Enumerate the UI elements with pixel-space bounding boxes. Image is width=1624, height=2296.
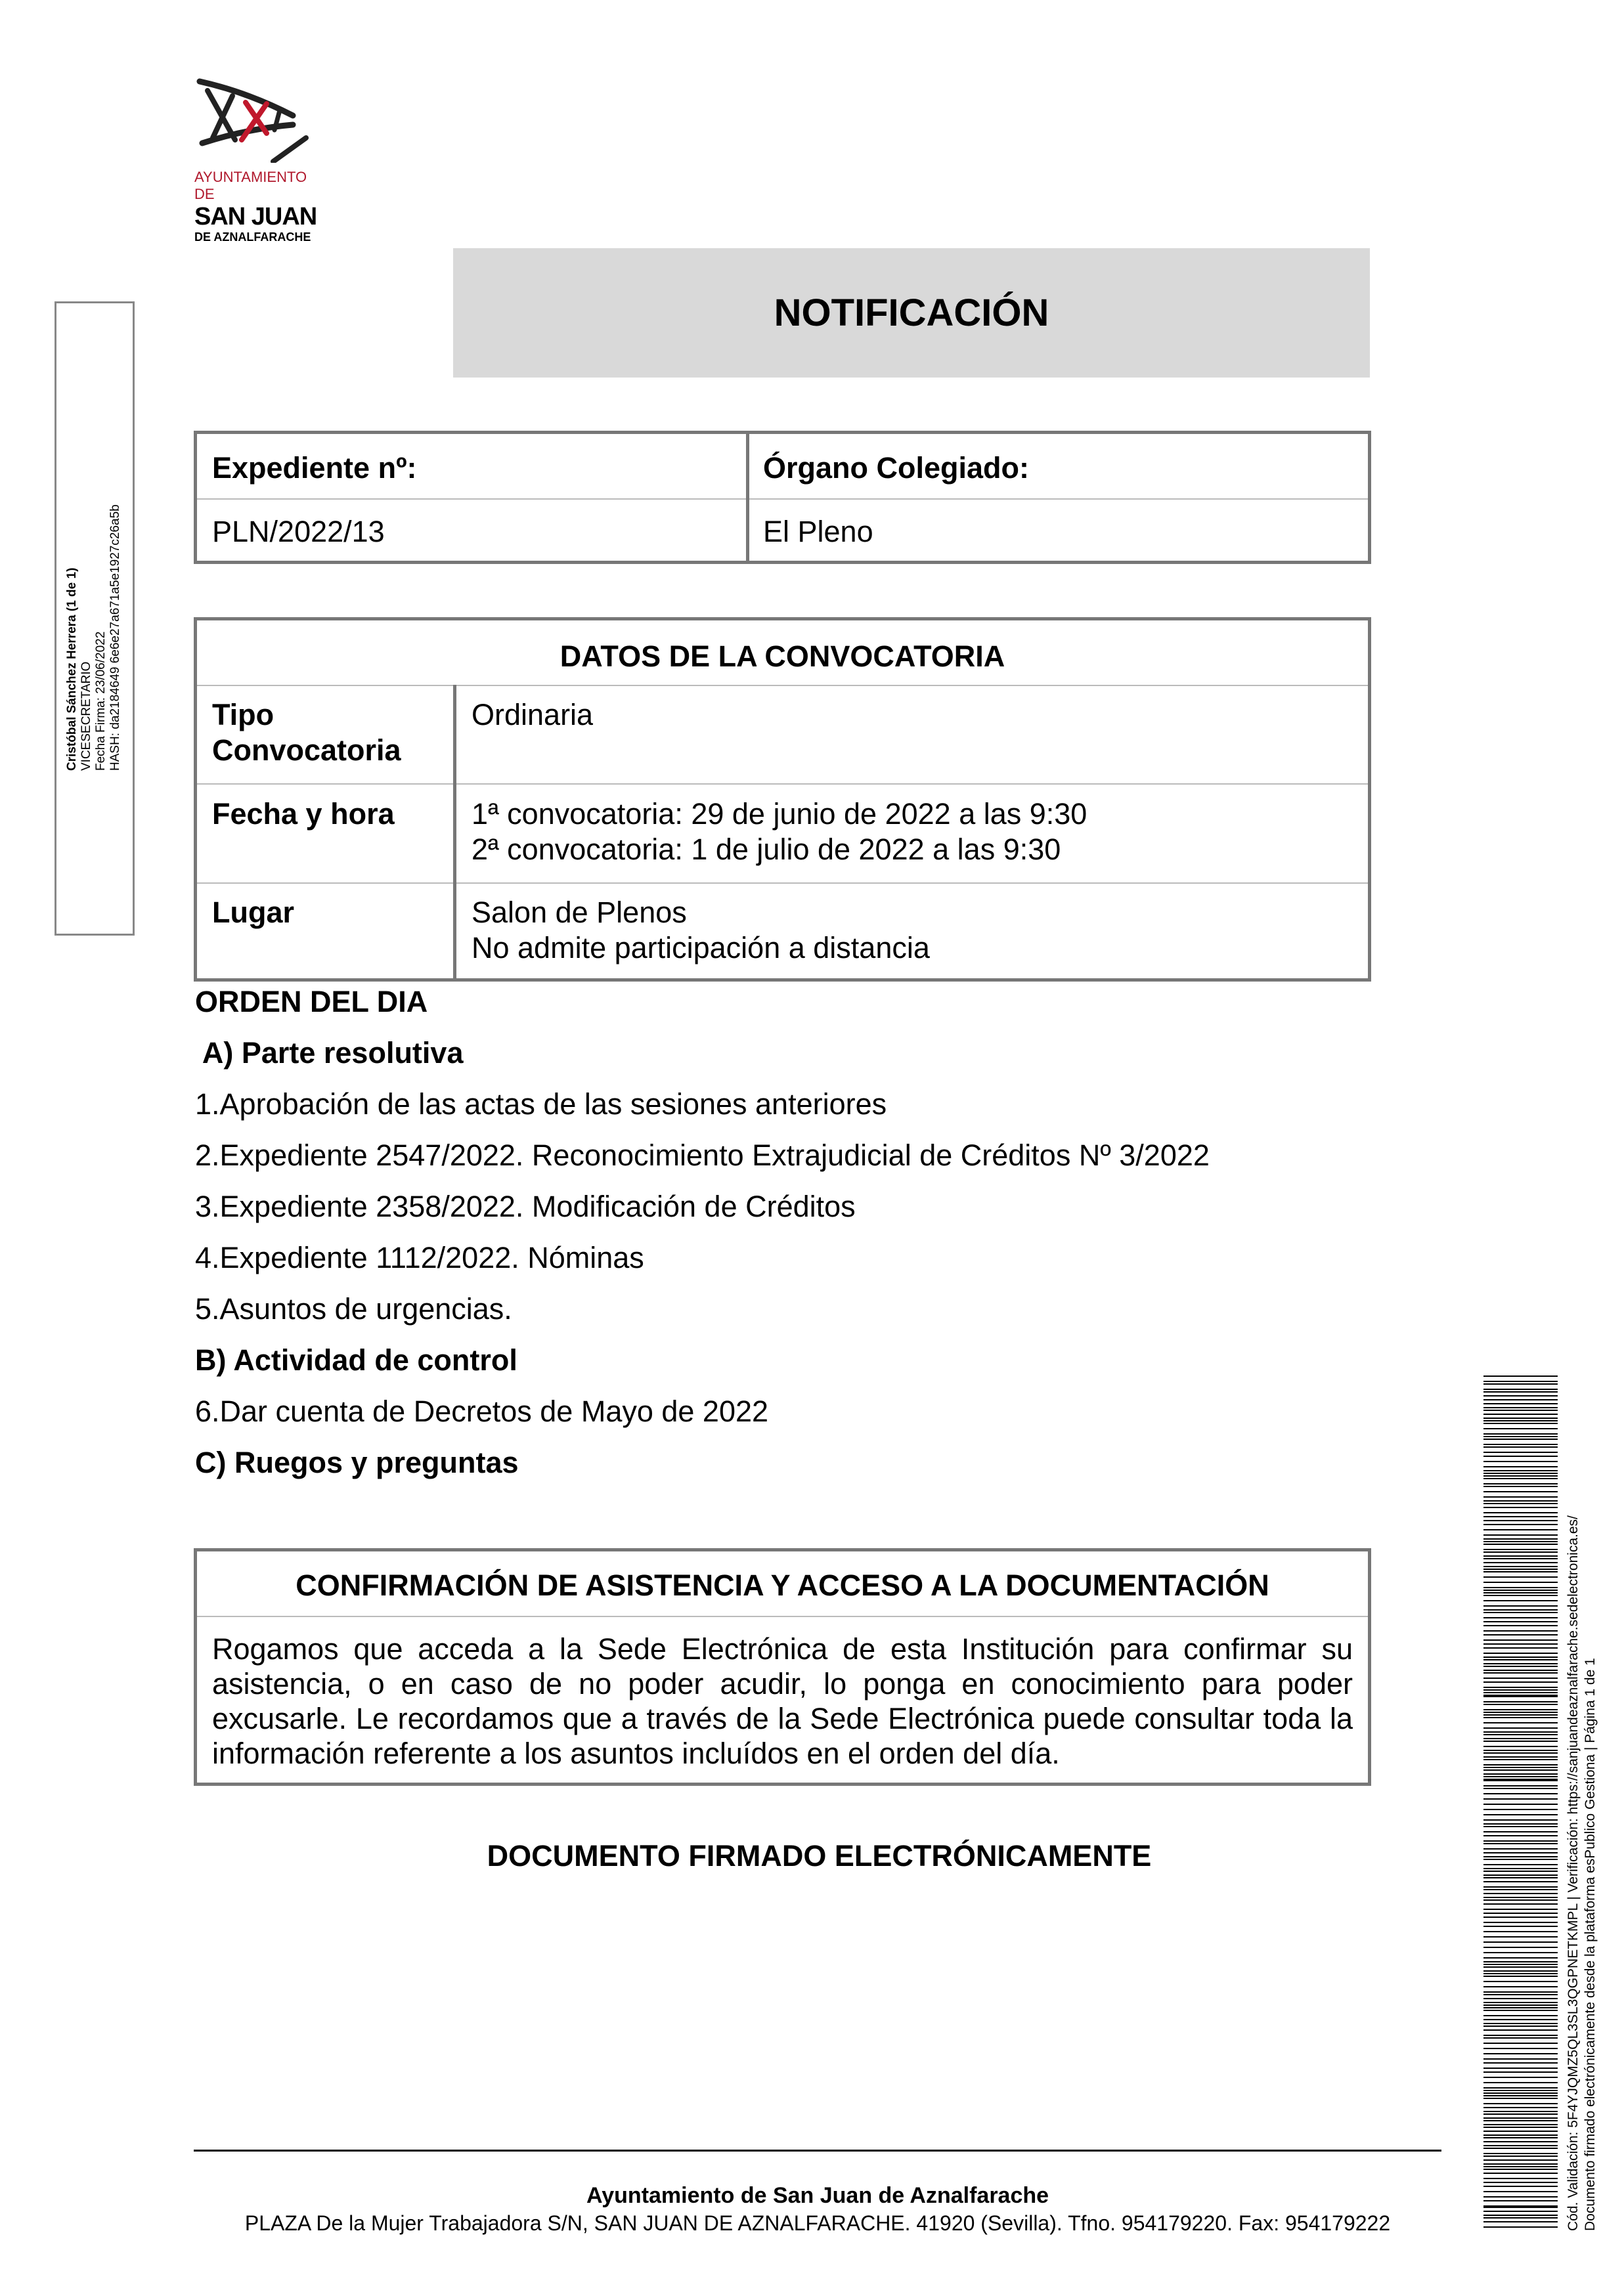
barcode-bar: [1483, 1734, 1558, 1735]
orden-item: 6.Dar cuenta de Decretos de Mayo de 2022: [195, 1395, 769, 1428]
organo-value: El Pleno: [763, 515, 873, 548]
barcode-bar: [1483, 1941, 1558, 1943]
convocatoria-table: [194, 617, 1371, 982]
barcode-bar: [1483, 1659, 1558, 1660]
barcode-bar: [1483, 2035, 1558, 2036]
lugar-line2: No admite participación a distancia: [472, 931, 930, 964]
barcode-bar: [1483, 1767, 1558, 1768]
barcode-bar: [1483, 1819, 1558, 1821]
barcode-bar: [1483, 2200, 1558, 2201]
barcode-bar: [1483, 1595, 1558, 1596]
barcode-bar: [1483, 1446, 1558, 1448]
barcode-bar: [1483, 1814, 1558, 1815]
orden-item: 5.Asuntos de urgencias.: [195, 1292, 512, 1326]
signature-date: Fecha Firma: 23/06/2022: [94, 631, 108, 771]
barcode-icon: [1483, 1375, 1558, 2232]
firmado-label: DOCUMENTO FIRMADO ELECTRÓNICAMENTE: [487, 1839, 1152, 1873]
barcode-bar: [1483, 1804, 1558, 1805]
barcode-bar: [1483, 2113, 1558, 2115]
organo-label: Órgano Colegiado:: [763, 451, 1029, 485]
lugar-line1: Salon de Plenos: [472, 896, 687, 929]
barcode-bar: [1483, 1423, 1558, 1424]
barcode-bar: [1483, 1957, 1558, 1959]
barcode-bar: [1483, 1500, 1558, 1502]
barcode-bar: [1483, 2178, 1558, 2179]
fecha-line2: 2ª convocatoria: 1 de julio de 2022 a las 9:30: [472, 833, 1061, 866]
barcode-bar: [1483, 1714, 1558, 1716]
barcode-bar: [1483, 1555, 1558, 1557]
barcode-bar: [1483, 2058, 1558, 2060]
barcode-bar: [1483, 1391, 1558, 1393]
barcode-bar: [1483, 2191, 1558, 2192]
barcode-bar: [1483, 1538, 1558, 1540]
barcode-bar: [1483, 2025, 1558, 2027]
barcode-bar: [1483, 1551, 1558, 1553]
barcode-bar: [1483, 1991, 1558, 1993]
barcode-bar: [1483, 1717, 1558, 1718]
barcode-bar: [1483, 1973, 1558, 1974]
barcode-bar: [1483, 1756, 1558, 1758]
barcode-bar: [1483, 1966, 1558, 1968]
barcode-bar: [1483, 1952, 1558, 1953]
barcode-bar: [1483, 1562, 1558, 1563]
barcode-bar: [1483, 2004, 1558, 2006]
barcode-bar: [1483, 2211, 1558, 2212]
footer-divider: [194, 2150, 1441, 2152]
orden-item: 1.Aprobación de las actas de las sesiones anteriores: [195, 1087, 887, 1121]
barcode-bar: [1483, 1903, 1558, 1905]
verification-code: Cód. Validación: 5F4YJQMZ5QL3SL3QGPNETKMPL | Verificación: https://sanjuandeaznalfarache.sedelectronica.es/: [1566, 1515, 1581, 2231]
confirmacion-body: Rogamos que acceda a la Sede Electrónica de esta Institución para confirmar su asistencia, o en caso de no poder acudir, lo ponga en conocimiento para poder excusarle. Le recordamos que a través de la Sede Electrónica puede consultar toda la información referente a los asuntos incluídos en el orden del día.: [212, 1632, 1353, 1770]
barcode-bar: [1483, 2002, 1558, 2003]
barcode-bar: [1483, 1886, 1558, 1888]
barcode-bar: [1483, 1826, 1558, 1827]
tipo-value: Ordinaria: [472, 698, 594, 731]
barcode-bar: [1483, 1653, 1558, 1654]
barcode-bar: [1483, 1859, 1558, 1860]
barcode-bar: [1483, 1731, 1558, 1733]
barcode-bar: [1483, 1639, 1558, 1641]
barcode-bar: [1483, 1793, 1558, 1794]
barcode-bar: [1483, 1840, 1558, 1842]
barcode-bar: [1483, 2145, 1558, 2146]
barcode-bar: [1483, 1871, 1558, 1872]
orden-item: 4.Expediente 1112/2022. Nóminas: [195, 1241, 644, 1274]
barcode-bar: [1483, 2029, 1558, 2031]
barcode-bar: [1483, 2023, 1558, 2024]
orden-title: ORDEN DEL DIA: [195, 985, 428, 1018]
barcode-bar: [1483, 2037, 1558, 2039]
barcode-bar: [1483, 2103, 1558, 2104]
barcode-bar: [1483, 2117, 1558, 2119]
barcode-bar: [1483, 1496, 1558, 1498]
barcode-bar: [1483, 2221, 1558, 2222]
barcode-bar: [1483, 1741, 1558, 1742]
barcode-bar: [1483, 1569, 1558, 1570]
barcode-bar: [1483, 2019, 1558, 2020]
logo-line3: DE AZNALFARACHE: [194, 230, 311, 244]
barcode-bar: [1483, 2124, 1558, 2125]
confirmacion-header: CONFIRMACIÓN DE ASISTENCIA Y ACCESO A LA DOCUMENTACIÓN: [296, 1569, 1269, 1602]
barcode-bar: [1483, 1926, 1558, 1927]
barcode-bar: [1483, 1689, 1558, 1691]
barcode-bar: [1483, 2010, 1558, 2011]
barcode-bar: [1483, 1520, 1558, 1521]
barcode-bar: [1483, 1964, 1558, 1965]
verification-platform: Documento firmado electrónicamente desde la plataforma esPublico Gestiona | Página 1 de 1: [1583, 1658, 1598, 2231]
barcode-bar: [1483, 1678, 1558, 1679]
barcode-bar: [1483, 1534, 1558, 1536]
barcode-bar: [1483, 1657, 1558, 1658]
barcode-bar: [1483, 2159, 1558, 2161]
barcode-bar: [1483, 1931, 1558, 1932]
barcode-bar: [1483, 1852, 1558, 1853]
barcode-bar: [1483, 1864, 1558, 1865]
expediente-value: PLN/2022/13: [212, 515, 385, 548]
footer-address: PLAZA De la Mujer Trabajadora S/N, SAN JUAN DE AZNALFARACHE. 41920 (Sevilla). Tfno. 954179220. Fax: 954179222: [244, 2211, 1391, 2235]
barcode-bar: [1483, 1877, 1558, 1878]
barcode-bar: [1483, 1587, 1558, 1588]
barcode-bar: [1483, 1605, 1558, 1607]
barcode-bar: [1483, 1681, 1558, 1683]
barcode-bar: [1483, 2048, 1558, 2049]
barcode-bar: [1483, 1414, 1558, 1415]
barcode-bar: [1483, 1848, 1558, 1850]
barcode-bar: [1483, 1466, 1558, 1467]
barcode-bar: [1483, 1600, 1558, 1601]
barcode-bar: [1483, 2107, 1558, 2108]
barcode-bar: [1483, 1986, 1558, 1987]
barcode-bar: [1483, 1512, 1558, 1513]
barcode-bar: [1483, 2166, 1558, 2167]
barcode-bar: [1483, 1831, 1558, 1832]
barcode-bar: [1483, 2095, 1558, 2096]
barcode-bar: [1483, 1625, 1558, 1626]
barcode-bar: [1483, 2015, 1558, 2016]
convocatoria-header: DATOS DE LA CONVOCATORIA: [560, 639, 1005, 673]
barcode-bar: [1483, 1609, 1558, 1611]
barcode-bar: [1483, 1529, 1558, 1530]
orden-item: C) Ruegos y preguntas: [195, 1446, 519, 1479]
barcode-bar: [1483, 1727, 1558, 1729]
barcode-bar: [1483, 1436, 1558, 1437]
barcode-bar: [1483, 1541, 1558, 1542]
barcode-bar: [1483, 1478, 1558, 1479]
barcode-bar: [1483, 1785, 1558, 1787]
barcode-bar: [1483, 2043, 1558, 2044]
barcode-bar: [1483, 1428, 1558, 1429]
barcode-bar: [1483, 1687, 1558, 1688]
barcode-bar: [1483, 2131, 1558, 2132]
barcode-bar: [1483, 1769, 1558, 1771]
barcode-bar: [1483, 1759, 1558, 1760]
barcode-bar: [1483, 2155, 1558, 2157]
barcode-bar: [1483, 1475, 1558, 1477]
barcode-bar: [1483, 1461, 1558, 1462]
barcode-bar: [1483, 1375, 1558, 1377]
barcode-bar: [1483, 1524, 1558, 1525]
barcode-bar: [1483, 2111, 1558, 2112]
barcode-bar: [1483, 1701, 1558, 1702]
barcode-bar: [1483, 2186, 1558, 2187]
barcode-bar: [1483, 1590, 1558, 1591]
barcode-bar: [1483, 1874, 1558, 1876]
barcode-bar: [1483, 2163, 1558, 2165]
orden-item: 2.Expediente 2547/2022. Reconocimiento Extrajudicial de Créditos Nº 3/2022: [195, 1138, 1210, 1172]
barcode-bar: [1483, 1913, 1558, 1914]
barcode-bar: [1483, 1630, 1558, 1632]
barcode-bar: [1483, 1672, 1558, 1674]
barcode-bar: [1483, 1722, 1558, 1723]
barcode-bar: [1483, 2196, 1558, 2198]
municipal-logo: [194, 77, 319, 244]
barcode-bar: [1483, 1976, 1558, 1977]
barcode-bar: [1483, 1798, 1558, 1800]
barcode-bar: [1483, 1582, 1558, 1583]
title-banner: [453, 248, 1370, 378]
barcode-bar: [1483, 1420, 1558, 1421]
barcode-bar: [1483, 1666, 1558, 1667]
barcode-bar: [1483, 1889, 1558, 1890]
fecha-line1: 1ª convocatoria: 29 de junio de 2022 a las 9:30: [472, 797, 1087, 831]
orden-item: B) Actividad de control: [195, 1343, 517, 1377]
barcode-bar: [1483, 2141, 1558, 2142]
barcode-bar: [1483, 1899, 1558, 1901]
barcode-bar: [1483, 1389, 1558, 1390]
orden-list: [195, 1035, 1377, 1496]
barcode-bar: [1483, 1779, 1558, 1781]
barcode-bar: [1483, 1823, 1558, 1825]
barcode-bar: [1483, 1470, 1558, 1471]
barcode-bar: [1483, 2007, 1558, 2008]
barcode-bar: [1483, 1773, 1558, 1775]
barcode-bar: [1483, 1456, 1558, 1457]
barcode-bar: [1483, 1917, 1558, 1918]
barcode-bar: [1483, 1752, 1558, 1754]
barcode-bar: [1483, 1483, 1558, 1484]
barcode-bar: [1483, 1663, 1558, 1664]
barcode-bar: [1483, 1897, 1558, 1898]
barcode-bar: [1483, 1909, 1558, 1910]
confirmacion-box: [194, 1548, 1371, 1786]
page-title: NOTIFICACIÓN: [774, 292, 1049, 334]
barcode-bar: [1483, 2082, 1558, 2083]
barcode-bar: [1483, 2092, 1558, 2094]
barcode-bar: [1483, 1439, 1558, 1440]
expediente-table: [194, 431, 1371, 564]
barcode-bar: [1483, 1612, 1558, 1613]
barcode-bar: [1483, 2053, 1558, 2054]
barcode-bar: [1483, 1893, 1558, 1894]
barcode-bar: [1483, 1544, 1558, 1545]
barcode-bar: [1483, 1621, 1558, 1622]
barcode-bar: [1483, 2087, 1558, 2089]
expediente-label: Expediente nº:: [212, 451, 417, 485]
barcode-bar: [1483, 1566, 1558, 1567]
barcode-bar: [1483, 2071, 1558, 2073]
barcode-bar: [1483, 2205, 1558, 2208]
barcode-bar: [1483, 1788, 1558, 1789]
barcode-bar: [1483, 1399, 1558, 1400]
barcode-bar: [1483, 1835, 1558, 1836]
barcode-bar: [1483, 1994, 1558, 1995]
barcode-bar: [1483, 1592, 1558, 1593]
logo-line1: AYUNTAMIENTO DE: [194, 169, 307, 202]
barcode-bar: [1483, 2137, 1558, 2138]
barcode-bar: [1483, 1981, 1558, 1982]
barcode-bar: [1483, 1473, 1558, 1474]
barcode-bar: [1483, 1776, 1558, 1777]
barcode-bar: [1483, 1947, 1558, 1948]
barcode-bar: [1483, 1746, 1558, 1747]
barcode-bar: [1483, 1418, 1558, 1419]
barcode-bar: [1483, 1881, 1558, 1882]
orden-item: 3.Expediente 2358/2022. Modificación de Créditos: [195, 1190, 856, 1223]
barcode-bar: [1483, 1970, 1558, 1972]
barcode-bar: [1483, 1868, 1558, 1869]
barcode-bar: [1483, 1433, 1558, 1435]
barcode-bar: [1483, 1961, 1558, 1962]
barcode-bar: [1483, 2226, 1558, 2228]
barcode-bar: [1483, 1695, 1558, 1697]
barcode-bar: [1483, 1558, 1558, 1559]
barcode-bar: [1483, 2182, 1558, 2183]
barcode-bar: [1483, 2148, 1558, 2149]
barcode-bar: [1483, 2217, 1558, 2219]
lugar-label: Lugar: [212, 896, 295, 929]
fecha-label: Fecha y hora: [212, 797, 395, 831]
logo-line2: SAN JUAN: [194, 203, 317, 230]
barcode-bar: [1483, 1507, 1558, 1508]
barcode-bar: [1483, 1549, 1558, 1550]
barcode-bar: [1483, 1452, 1558, 1453]
barcode-bar: [1483, 1764, 1558, 1765]
signer-role: VICESECRETARIO: [79, 661, 93, 771]
barcode-bar: [1483, 2062, 1558, 2064]
barcode-bar: [1483, 2077, 1558, 2078]
barcode-bar: [1483, 1381, 1558, 1382]
signature-box: [55, 301, 135, 936]
barcode-bar: [1483, 1503, 1558, 1504]
barcode-bar: [1483, 1936, 1558, 1938]
barcode-bar: [1483, 1643, 1558, 1645]
barcode-bar: [1483, 1634, 1558, 1635]
orden-item: A) Parte resolutiva: [195, 1036, 464, 1070]
barcode-bar: [1483, 1709, 1558, 1710]
barcode-bar: [1483, 1407, 1558, 1408]
barcode-bar: [1483, 1444, 1558, 1445]
barcode-bar: [1483, 1843, 1558, 1844]
barcode-bar: [1483, 2098, 1558, 2099]
footer-name: Ayuntamiento de San Juan de Aznalfarache: [586, 2183, 1049, 2208]
barcode-bar: [1483, 1486, 1558, 1487]
barcode-bar: [1483, 2068, 1558, 2069]
barcode-bar: [1483, 2134, 1558, 2136]
barcode-bar: [1483, 1571, 1558, 1572]
tipo-label: Tipo Convocatoria: [212, 698, 401, 767]
barcode-bar: [1483, 2127, 1558, 2128]
barcode-bar: [1483, 1403, 1558, 1404]
barcode-bar: [1483, 1704, 1558, 1705]
signer-name: Cristóbal Sánchez Herrera (1 de 1): [65, 567, 79, 771]
barcode-bar: [1483, 2215, 1558, 2216]
barcode-bar: [1483, 1410, 1558, 1411]
barcode-bar: [1483, 1998, 1558, 1999]
barcode-bar: [1483, 1516, 1558, 1517]
logo-emblem-icon: [194, 77, 313, 163]
barcode-bar: [1483, 1647, 1558, 1649]
barcode-bar: [1483, 1750, 1558, 1751]
barcode-bar: [1483, 1383, 1558, 1385]
barcode-bar: [1483, 2120, 1558, 2121]
barcode-bar: [1483, 1856, 1558, 1857]
barcode-bar: [1483, 1617, 1558, 1618]
barcode-bar: [1483, 1922, 1558, 1923]
barcode-bar: [1483, 1738, 1558, 1739]
barcode-bar: [1483, 1809, 1558, 1810]
signature-hash: HASH: da2184649 6e6e27a671a5e1927c26a5b: [108, 504, 122, 771]
barcode-bar: [1483, 2173, 1558, 2174]
barcode-bar: [1483, 1670, 1558, 1671]
barcode-bar: [1483, 2153, 1558, 2154]
barcode-bar: [1483, 1395, 1558, 1397]
barcode-bar: [1483, 2169, 1558, 2170]
barcode-bar: [1483, 1576, 1558, 1578]
barcode-bar: [1483, 2090, 1558, 2091]
barcode-bar: [1483, 1491, 1558, 1492]
barcode-bar: [1483, 1692, 1558, 1693]
barcode-bar: [1483, 1712, 1558, 1713]
